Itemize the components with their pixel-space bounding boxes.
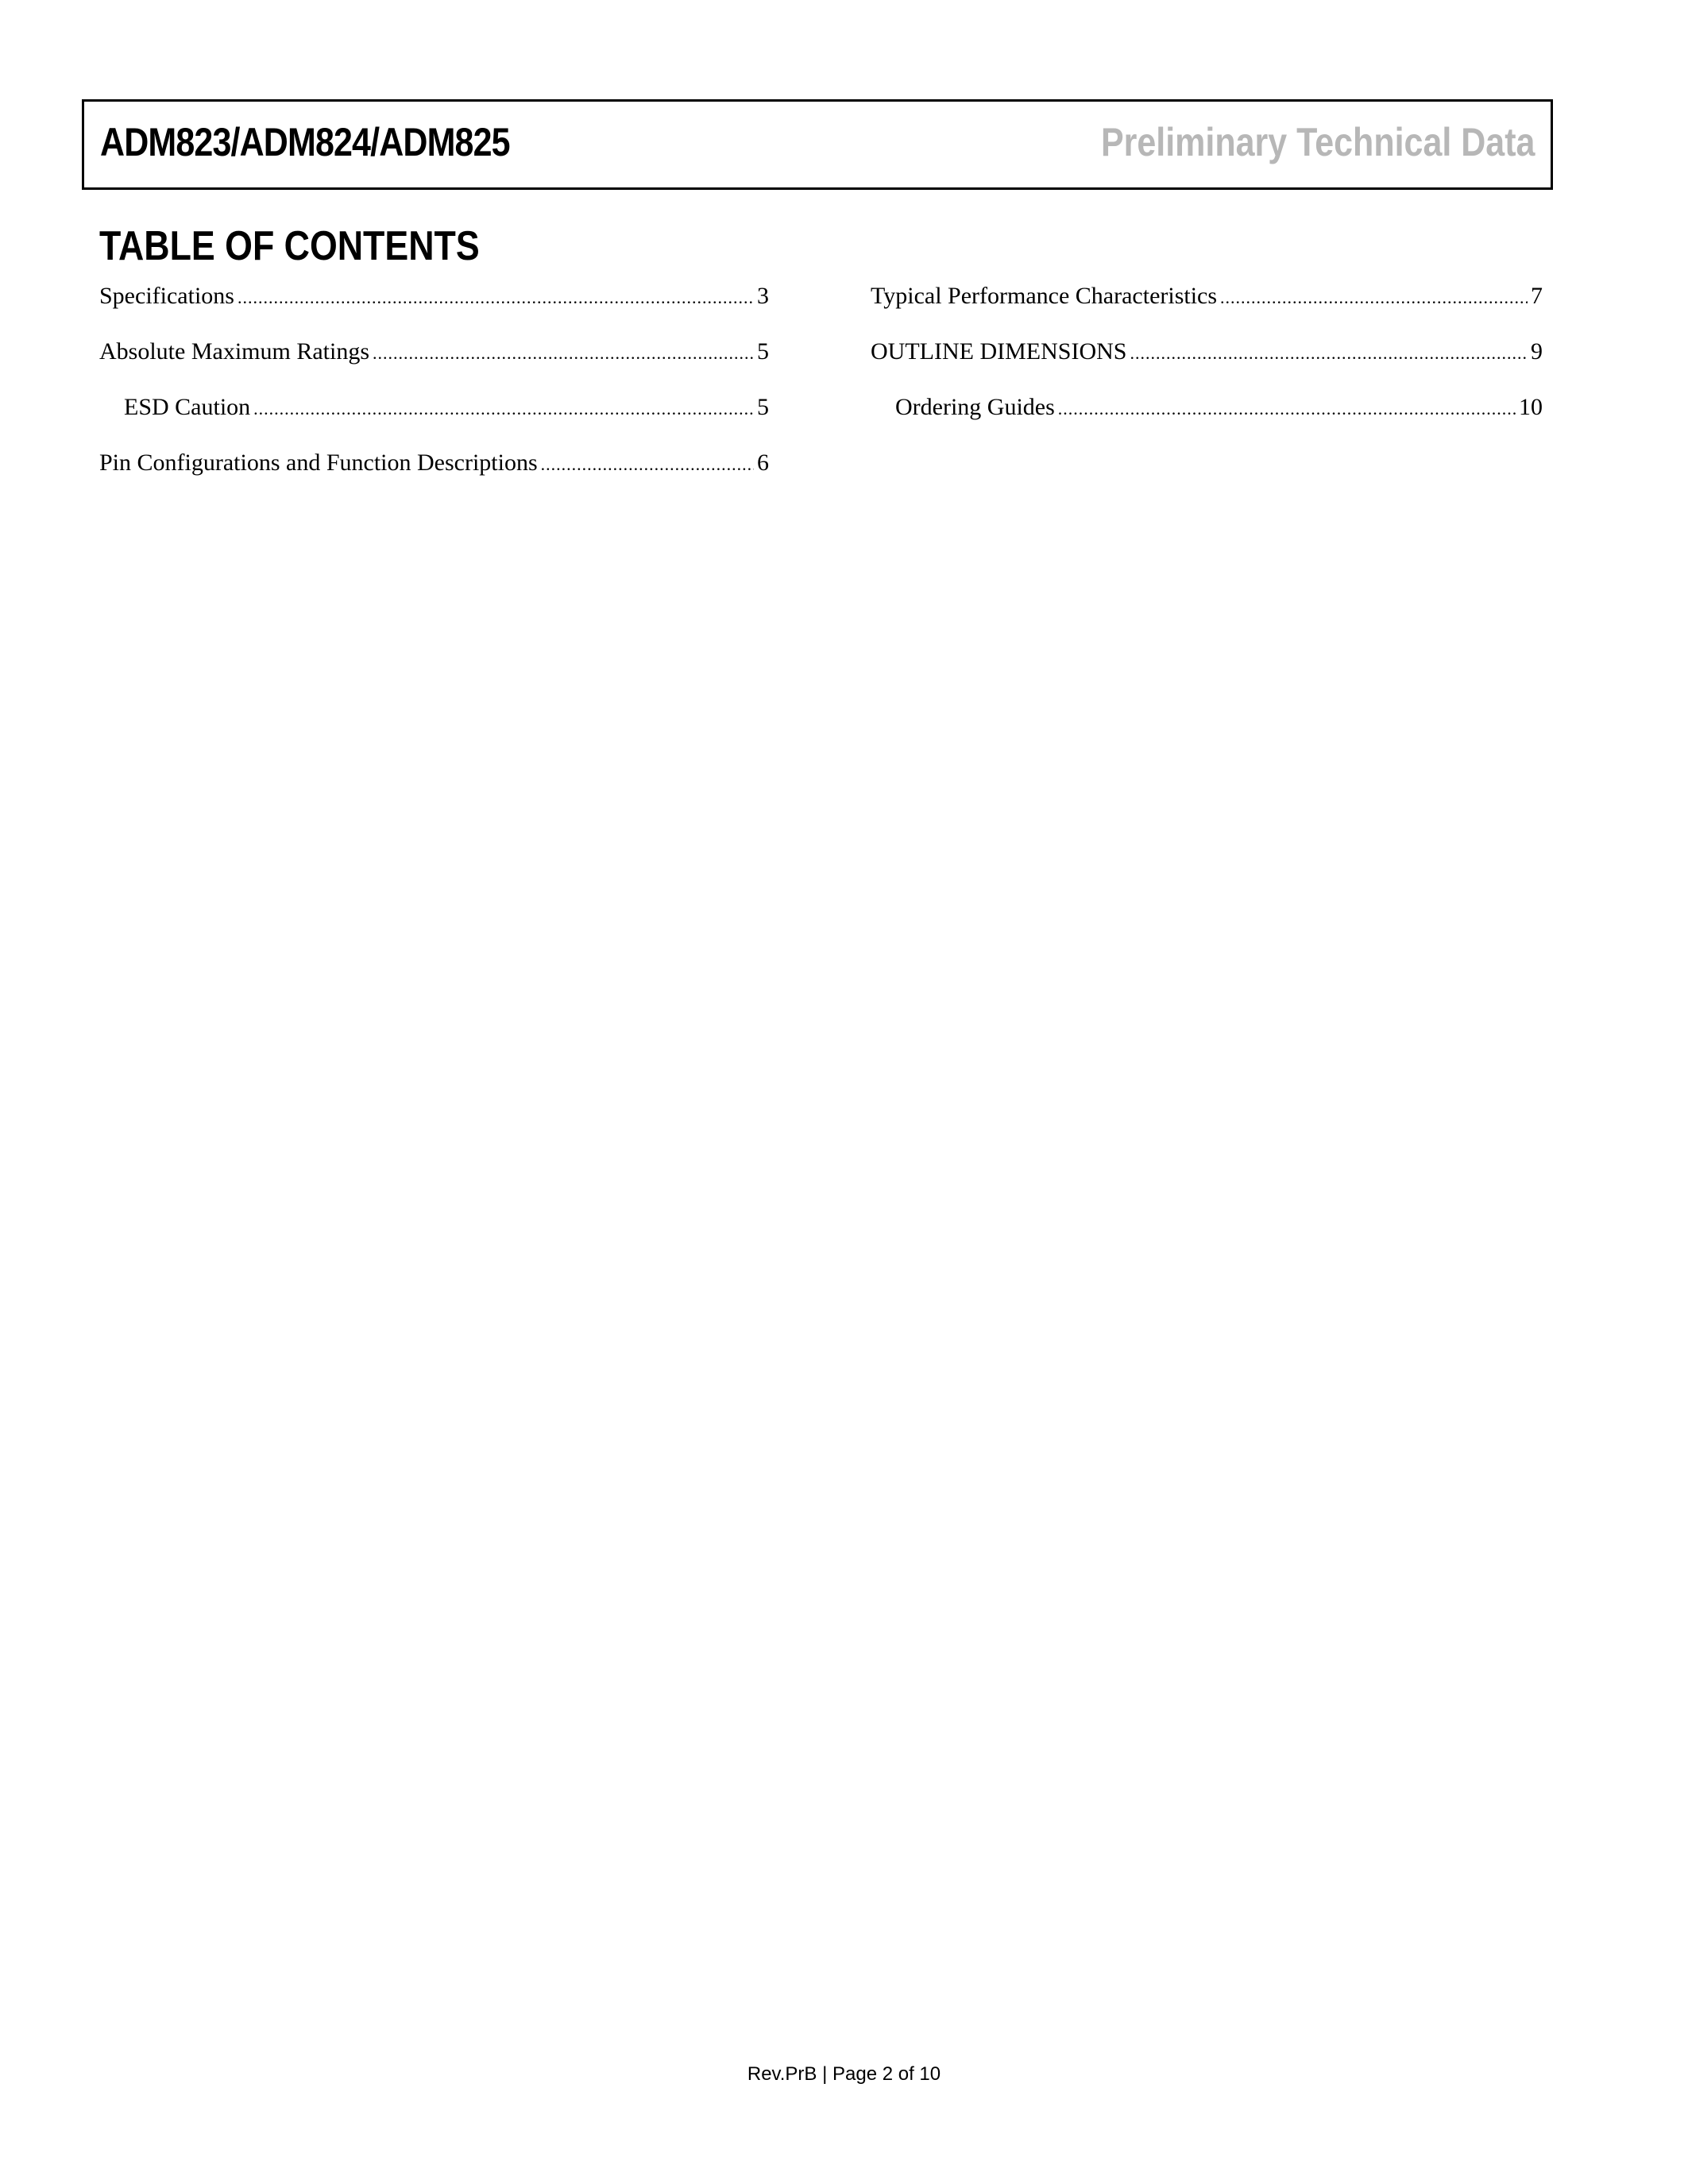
toc-leader-dots [1130,343,1528,364]
toc-entry-specifications[interactable] [99,283,769,338]
toc-entry-typical-performance[interactable] [871,283,1543,338]
toc-entry-pin-configurations[interactable] [99,450,769,505]
toc-leader-dots [1220,287,1528,308]
toc-column-left [99,283,769,505]
part-numbers: ADM823/ADM824/ADM825 [100,120,510,164]
toc-entry-ordering-guides[interactable] [871,394,1543,450]
toc-column-right [871,283,1543,450]
toc-entry-page: 10 [1519,394,1543,420]
document-status: Preliminary Technical Data [1100,120,1535,164]
toc-title: TABLE OF CONTENTS [99,223,480,269]
page-footer: Rev.PrB | Page 2 of 10 [747,2063,941,2085]
toc-entry-label: Pin Configurations and Function Descriptions [99,450,538,476]
toc-leader-dots [253,399,754,419]
toc-leader-dots [541,454,754,475]
toc-entry-outline-dimensions[interactable] [871,338,1543,394]
toc-entry-page: 6 [757,450,769,476]
toc-entry-absolute-maximum-ratings[interactable] [99,338,769,394]
toc-leader-dots [238,287,754,308]
toc-entry-label: Typical Performance Characteristics [871,283,1218,309]
toc-entry-page: 5 [757,394,769,420]
toc-entry-page: 3 [757,283,769,309]
toc-entry-page: 7 [1531,283,1543,309]
toc-entry-page: 9 [1531,338,1543,365]
toc-entry-page: 5 [757,338,769,365]
toc-entry-label: Specifications [99,283,234,309]
page-header [82,99,1553,190]
toc-entry-label: Ordering Guides [895,394,1055,420]
toc-leader-dots [1058,399,1516,419]
toc-entry-label: ESD Caution [124,394,251,420]
toc-leader-dots [373,343,754,364]
toc-entry-esd-caution[interactable] [99,394,769,450]
toc-entry-label: OUTLINE DIMENSIONS [871,338,1127,365]
toc-entry-label: Absolute Maximum Ratings [99,338,369,365]
